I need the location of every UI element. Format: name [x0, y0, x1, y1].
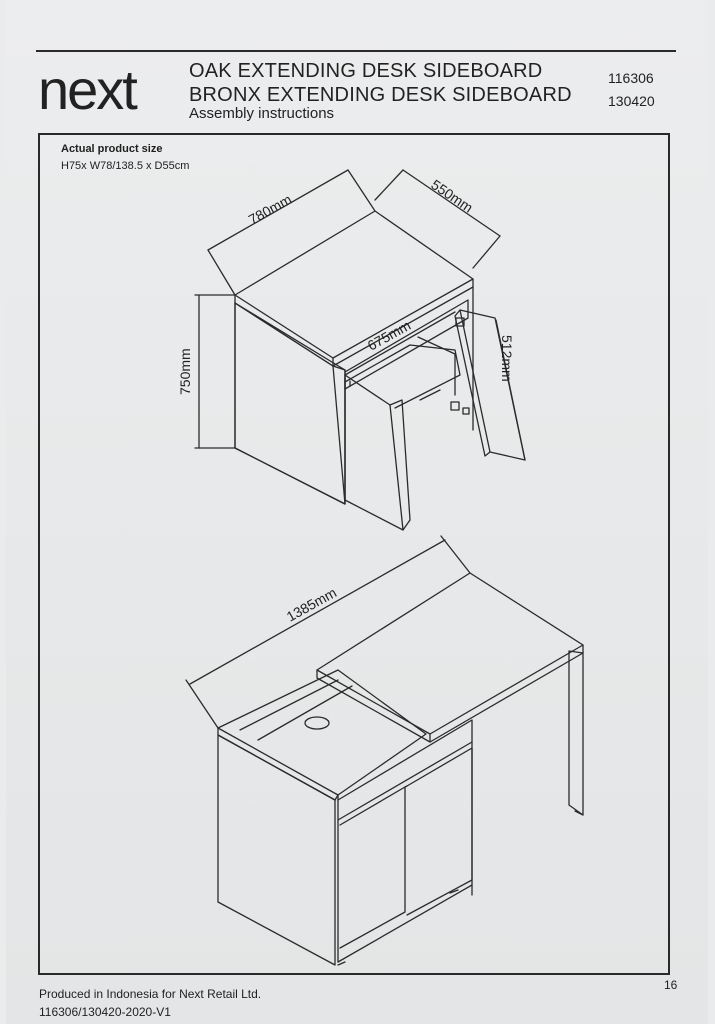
footer-document-code: 116306/130420-2020-V1 — [39, 1005, 171, 1019]
product-size-heading: Actual product size — [61, 143, 163, 155]
subtitle: Assembly instructions — [189, 105, 335, 122]
product-code-1: 116306 — [608, 70, 654, 86]
extended-width-dimension-label: 1385mm — [283, 584, 340, 625]
product-code-2: 130420 — [608, 93, 655, 109]
height-dimension-label: 750mm — [177, 348, 193, 395]
extended-desk-illustration — [218, 573, 583, 965]
product-size-value: H75x W78/138.5 x D55cm — [61, 160, 190, 172]
title-line-1: OAK EXTENDING DESK SIDEBOARD — [189, 60, 543, 82]
brand-logo: next — [38, 58, 136, 121]
inner-width-dimension-label: 675mm — [364, 316, 414, 354]
depth-dimension-label: 550mm — [428, 176, 476, 216]
title-line-2: BRONX EXTENDING DESK SIDEBOARD — [189, 84, 572, 106]
width-dimension-label: 780mm — [245, 190, 295, 228]
page-number: 16 — [664, 978, 678, 992]
inner-height-dimension-label: 512mm — [499, 335, 515, 382]
footer-production-note: Produced in Indonesia for Next Retail Ltd. — [39, 987, 262, 1001]
